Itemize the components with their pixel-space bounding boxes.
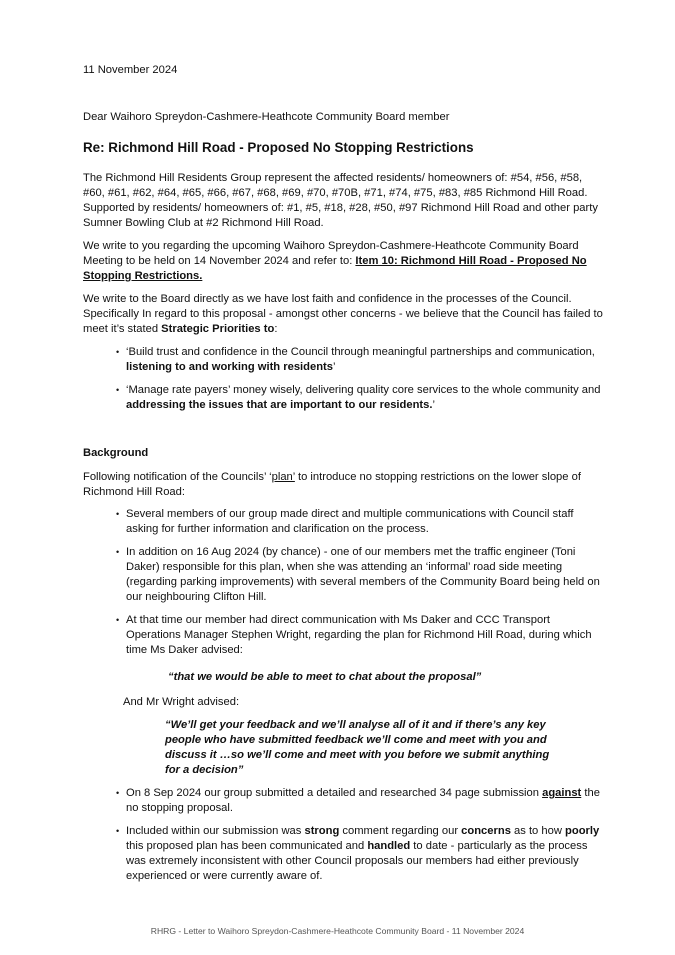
bullet-icon: • xyxy=(116,385,120,395)
faith-paragraph xyxy=(83,292,603,337)
agenda-item-link[interactable]: Item 10: Richmond Hill Road - Proposed No Stopping Restrictions. xyxy=(83,255,587,282)
wright-quote: “We’ll get your feedback and we’ll analyse all of it and if there’s any key people who have submitted feedback we’ll come and meet with you and discuss it …so we’ll come and meet with you before we submit anything for a decision” xyxy=(165,719,550,776)
bullet-icon: • xyxy=(116,347,120,357)
daker-quote: “that we would be able to meet to chat about the proposal” xyxy=(168,671,482,683)
bullet-text: comment regarding our xyxy=(339,825,462,837)
priority-end: ’ xyxy=(432,399,435,411)
bullet-icon: • xyxy=(116,509,120,519)
bullet-text: In addition on 16 Aug 2024 (by chance) - one of our members met the traffic engineer (Toni Daker) responsible for this plan, when she was attending an ‘informal’ road side meeting (regarding parking improvements) with several members of the Community Board being held on our neighbouring Clifton Hill. xyxy=(126,546,600,603)
priorities-list xyxy=(83,345,603,413)
priority-end: ’ xyxy=(333,361,336,373)
list-item xyxy=(83,613,603,658)
emphasis: handled xyxy=(367,840,411,852)
bullet-text: as to how xyxy=(510,825,566,837)
list-item xyxy=(83,507,603,537)
priority-text: ‘Build trust and confidence in the Council through meaningful partnerships and communication, xyxy=(126,346,595,358)
meeting-paragraph xyxy=(83,239,603,284)
bullet-text: On 8 Sep 2024 our group submitted a detailed and researched 34 page submission xyxy=(126,787,543,799)
bullet-text: Included within our submission was xyxy=(126,825,305,837)
list-item xyxy=(83,824,603,884)
background-heading: Background xyxy=(83,447,149,459)
notification-text: Following notification of the Councils’ ‘ xyxy=(83,471,272,483)
salutation: Dear Waihoro Spreydon-Cashmere-Heathcote Community Board member xyxy=(83,111,450,123)
list-item xyxy=(83,383,603,413)
priority-text: ‘Manage rate payers’ money wisely, delivering quality core services to the whole community and xyxy=(126,384,601,396)
list-item xyxy=(83,786,603,816)
meeting-text: We write to you regarding the upcoming Waihoro Spreydon-Cashmere-Heathcote Community Board Meeting to be held on 14 November 2024 and refer to: xyxy=(83,240,579,267)
faith-end: : xyxy=(274,323,278,335)
notification-paragraph xyxy=(83,470,603,500)
plan-link[interactable]: plan’ xyxy=(271,471,295,483)
wright-intro: And Mr Wright advised: xyxy=(123,696,240,708)
page-footer: RHRG - Letter to Waihoro Spreydon-Cashmere-Heathcote Community Board - 11 November 2024 xyxy=(150,926,525,936)
quote-block xyxy=(83,670,603,778)
bullet-text: this proposed plan has been communicated and xyxy=(126,840,368,852)
bullet-icon: • xyxy=(116,547,120,557)
bullet-icon: • xyxy=(116,826,120,836)
bullet-text: to date - particularly as the process was extremely inconsistent with other Council proposals our members had either previously experienced or were currently aware of. xyxy=(126,840,588,882)
faith-text: We write to the Board directly as we have lost faith and confidence in the processes of the Council. Specifically In regard to this proposal - amongst other concerns - we believe that the Council has failed to meet it’s stated xyxy=(83,293,603,335)
emphasis: poorly xyxy=(565,825,600,837)
priority-bold: listening to and working with residents xyxy=(126,361,333,373)
bullet-icon: • xyxy=(116,788,120,798)
strategic-priorities-label: Strategic Priorities to xyxy=(161,323,275,335)
bullet-icon: • xyxy=(116,615,120,625)
letter-date: 11 November 2024 xyxy=(83,64,178,76)
notification-end: to introduce no stopping restrictions on the lower slope of Richmond Hill Road: xyxy=(83,471,581,498)
against-emphasis: against xyxy=(542,787,582,799)
priority-bold: addressing the issues that are important to our residents. xyxy=(126,399,433,411)
residents-paragraph: The Richmond Hill Residents Group represent the affected residents/ homeowners of: #54, #56, #58, #60, #61, #62, #64, #65, #66, #67, #68, #69, #70, #70B, #71, #74, #75, #83, #85 Richmond Hill Road. Supported by residents/ homeowners of: #1, #5, #18, #28, #50, #97 Richmond Hill Road and other party Sumner Bowling Club at #2 Richmond Hill Road. xyxy=(83,172,598,229)
emphasis: concerns xyxy=(461,825,511,837)
list-item xyxy=(83,345,603,375)
bullet-text-end: the no stopping proposal. xyxy=(126,787,600,814)
list-item xyxy=(83,545,603,605)
bullet-text: Several members of our group made direct and multiple communications with Council staff asking for further information and clarification on the process. xyxy=(126,508,574,535)
background-list xyxy=(83,507,603,884)
emphasis: strong xyxy=(304,825,340,837)
bullet-text: At that time our member had direct communication with Ms Daker and CCC Transport Operations Manager Stephen Wright, regarding the plan for Richmond Hill Road, during which time Ms Daker advised: xyxy=(126,614,592,656)
subject-heading: Re: Richmond Hill Road - Proposed No Stopping Restrictions xyxy=(83,140,474,155)
